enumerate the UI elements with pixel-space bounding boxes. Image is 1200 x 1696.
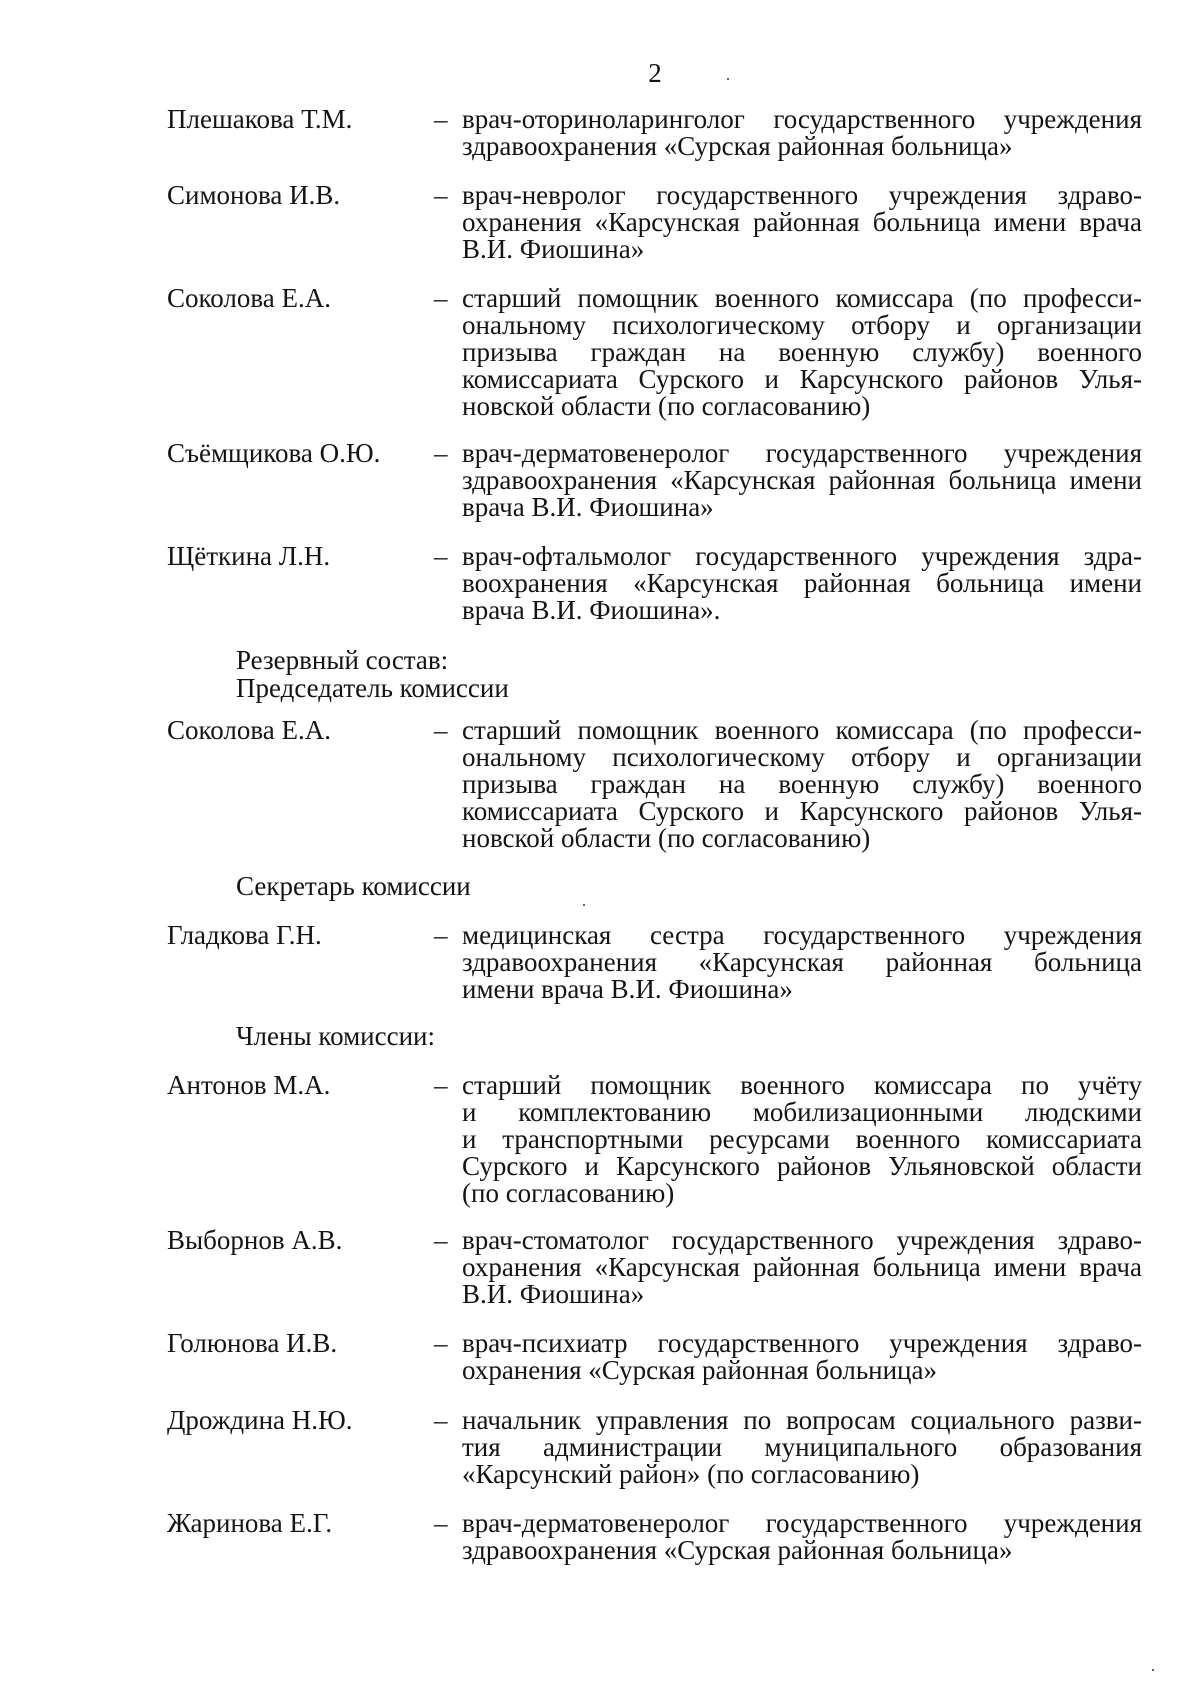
- member-name: Дрождина Н.Ю.: [167, 1405, 353, 1435]
- description-line: здравоохранения «Сурская районная больница»: [462, 1535, 1013, 1565]
- member-description: [462, 182, 1142, 263]
- scan-speck: [727, 78, 729, 80]
- description-line: врач-невролог государственного учреждения здраво-: [462, 180, 1142, 210]
- description-line: воохранения «Карсунская районная больница имени: [462, 568, 1142, 598]
- description-line: комиссариата Сурского и Карсунского районов Улья-: [462, 796, 1142, 826]
- dash: –: [434, 541, 448, 571]
- description-line: старший помощник военного комиссара (по професси-: [462, 715, 1142, 745]
- member-description: [462, 285, 1142, 420]
- description-line: здравоохранения «Карсунская районная больница: [462, 947, 1142, 977]
- description-line: начальник управления по вопросам социального разви-: [462, 1405, 1142, 1435]
- description-line: Сурского и Карсунского районов Ульяновской области: [462, 1151, 1142, 1181]
- description-line: охранения «Карсунская районная больница имени врача: [462, 1252, 1142, 1282]
- description-line: врач-офтальмолог государственного учреждения здра-: [462, 541, 1142, 571]
- member-name: Плешакова Т.М.: [167, 104, 353, 134]
- description-line: новской области (по согласованию): [462, 391, 871, 421]
- member-name: Соколова Е.А.: [167, 715, 331, 745]
- description-line: здравоохранения «Сурская районная больница»: [462, 131, 1013, 161]
- chair-heading: Председатель комиссии: [236, 673, 509, 703]
- description-line: врач-оториноларинголог государственного учреждения: [462, 104, 1142, 134]
- member-description: [462, 543, 1142, 624]
- member-description: [462, 717, 1142, 852]
- description-line: (по согласованию): [462, 1178, 675, 1208]
- dash: –: [434, 1070, 448, 1100]
- secretary-heading: Секретарь комиссии: [236, 871, 471, 901]
- description-line: врач-дерматовенеролог государственного учреждения: [462, 1508, 1142, 1538]
- description-line: тия администрации муниципального образования: [462, 1432, 1142, 1462]
- description-line: «Карсунский район» (по согласованию): [462, 1459, 920, 1489]
- dash: –: [434, 104, 448, 134]
- member-description: [462, 1072, 1142, 1207]
- member-name: Голюнова И.В.: [167, 1328, 338, 1358]
- member-name: Гладкова Г.Н.: [167, 920, 322, 950]
- dash: –: [434, 715, 448, 745]
- dash: –: [434, 920, 448, 950]
- description-line: врач-дерматовенеролог государственного учреждения: [462, 438, 1142, 468]
- dash: –: [434, 1328, 448, 1358]
- scan-speck: [583, 904, 585, 906]
- member-description: [462, 1510, 1142, 1564]
- page-number: 2: [648, 58, 662, 88]
- description-line: имени врача В.И. Фиошина»: [462, 974, 793, 1004]
- scan-speck: [1152, 1669, 1154, 1671]
- reserve-heading: Резервный состав:: [236, 645, 449, 675]
- description-line: ональному психологическому отбору и организации: [462, 742, 1142, 772]
- description-line: и комплектованию мобилизационными людскими: [462, 1097, 1142, 1127]
- dash: –: [434, 180, 448, 210]
- dash: –: [434, 438, 448, 468]
- dash: –: [434, 1405, 448, 1435]
- description-line: охранения «Сурская районная больница»: [462, 1355, 937, 1385]
- description-line: ональному психологическому отбору и организации: [462, 310, 1142, 340]
- dash: –: [434, 1508, 448, 1538]
- description-line: врача В.И. Фиошина»: [462, 492, 714, 522]
- member-name: Щёткина Л.Н.: [167, 541, 331, 571]
- member-name: Симонова И.В.: [167, 180, 341, 210]
- description-line: новской области (по согласованию): [462, 823, 871, 853]
- description-line: медицинская сестра государственного учреждения: [462, 920, 1142, 950]
- member-name: Антонов М.А.: [167, 1070, 331, 1100]
- members-heading: Члены комиссии:: [236, 1021, 435, 1051]
- description-line: врача В.И. Фиошина».: [462, 595, 721, 625]
- description-line: старший помощник военного комиссара (по професси-: [462, 283, 1142, 313]
- description-line: врач-стоматолог государственного учреждения здраво-: [462, 1225, 1142, 1255]
- description-line: призыва граждан на военную службу) военного: [462, 337, 1142, 367]
- description-line: комиссариата Сурского и Карсунского районов Улья-: [462, 364, 1142, 394]
- member-name: Соколова Е.А.: [167, 283, 331, 313]
- member-name: Выборнов А.В.: [167, 1225, 343, 1255]
- member-description: [462, 1407, 1142, 1488]
- member-name: Жаринова Е.Г.: [167, 1508, 333, 1538]
- member-description: [462, 1330, 1142, 1384]
- description-line: В.И. Фиошина»: [462, 1279, 645, 1309]
- dash: –: [434, 283, 448, 313]
- description-line: и транспортными ресурсами военного комиссариата: [462, 1124, 1142, 1154]
- member-description: [462, 440, 1142, 521]
- description-line: В.И. Фиошина»: [462, 234, 645, 264]
- description-line: охранения «Карсунская районная больница имени врача: [462, 207, 1142, 237]
- description-line: здравоохранения «Карсунская районная больница имени: [462, 465, 1142, 495]
- description-line: призыва граждан на военную службу) военного: [462, 769, 1142, 799]
- member-description: [462, 922, 1142, 1003]
- description-line: старший помощник военного комиссара по учёту: [462, 1070, 1142, 1100]
- dash: –: [434, 1225, 448, 1255]
- member-description: [462, 106, 1142, 160]
- member-description: [462, 1227, 1142, 1308]
- description-line: врач-психиатр государственного учреждения здраво-: [462, 1328, 1142, 1358]
- member-name: Съёмщикова О.Ю.: [167, 438, 381, 468]
